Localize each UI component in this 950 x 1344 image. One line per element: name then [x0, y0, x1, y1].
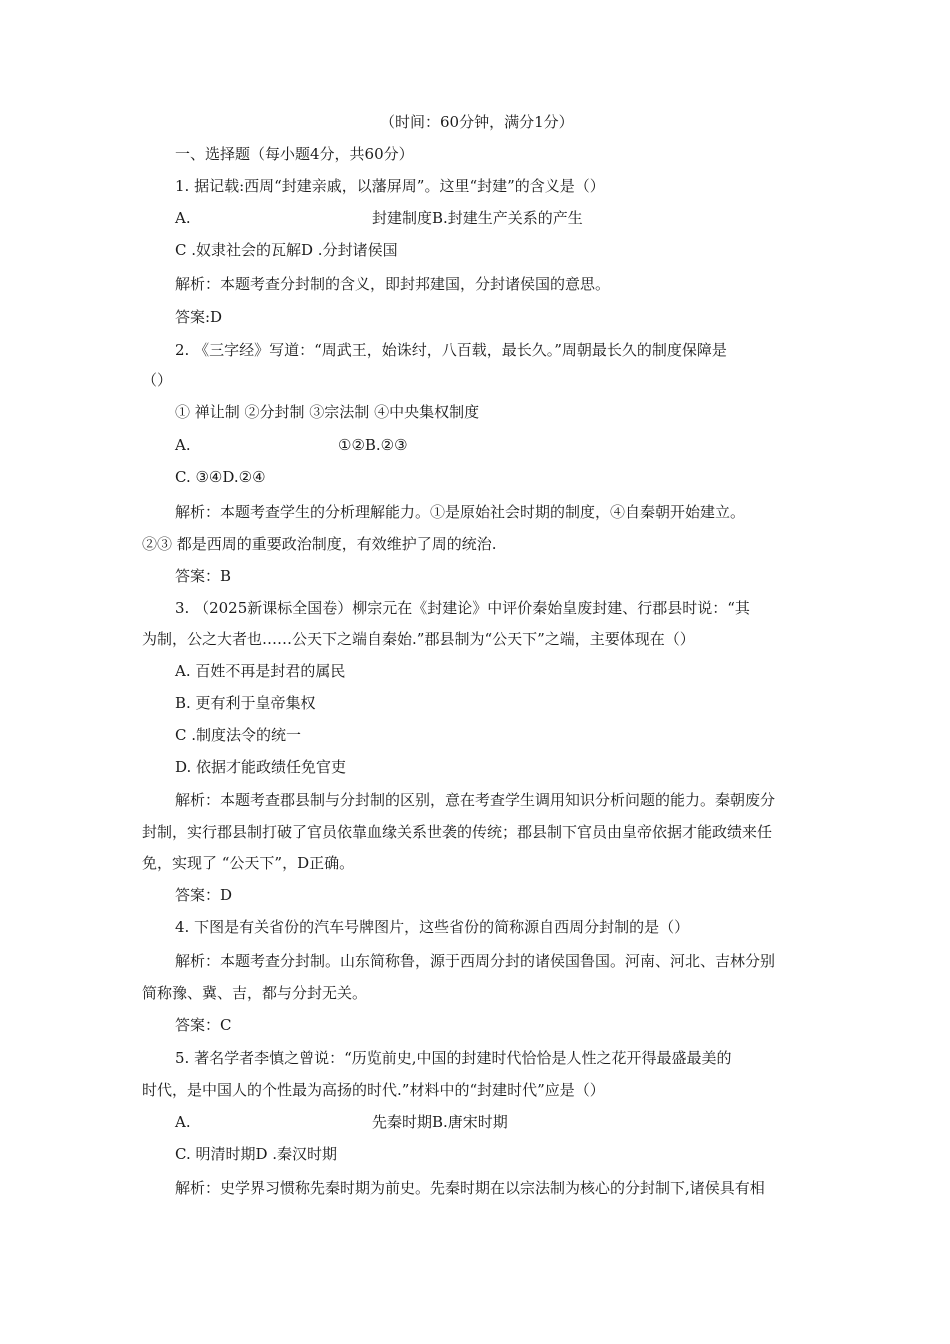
q2-analysis-line2: ②③ 都是西周的重要政治制度，有效维护了周的统治. — [142, 535, 497, 553]
q5-option-ab: 先秦时期B.唐宋时期 — [372, 1113, 508, 1131]
q3-analysis-line3: 免，实现了 “公天下”，D正确。 — [142, 854, 355, 872]
q5-analysis-line1: 解析：史学界习惯称先秦时期为前史。先秦时期在以宗法制为核心的分封制下,诸侯具有相 — [175, 1179, 765, 1197]
q2-answer: 答案：B — [175, 567, 232, 585]
q3-stem-line1: 3. （2025新课标全国卷）柳宗元在《封建论》中评价秦始皇废封建、行郡县时说：“其 — [175, 599, 750, 617]
q4-analysis-line2: 简称豫、冀、吉，都与分封无关。 — [142, 984, 368, 1002]
q2-items: ① 禅让制 ②分封制 ③宗法制 ④中央集权制度 — [175, 403, 480, 421]
q5-stem-line1: 5. 著名学者李慎之曾说：“历览前史,中国的封建时代恰恰是人性之花开得最盛最美的 — [175, 1049, 732, 1067]
q5-stem-line2: 时代，是中国人的个性最为高扬的时代.”材料中的“封建时代”应是（） — [142, 1081, 605, 1099]
q3-answer: 答案：D — [175, 886, 233, 904]
q1-stem: 1. 据记载:西周“封建亲戚，以藩屏周”。这里“封建”的含义是（） — [175, 177, 605, 195]
q1-analysis: 解析：本题考查分封制的含义，即封邦建国，分封诸侯国的意思。 — [175, 275, 611, 293]
q1-option-cd: C .奴隶社会的瓦解D .分封诸侯国 — [175, 241, 398, 259]
q5-option-cd: C. 明清时期D .秦汉时期 — [175, 1145, 338, 1163]
q2-analysis-line1: 解析：本题考查学生的分析理解能力。①是原始社会时期的制度，④自秦朝开始建立。 — [175, 503, 746, 521]
q3-option-c: C .制度法令的统一 — [175, 726, 302, 744]
q3-option-a: A. 百姓不再是封君的属民 — [175, 662, 346, 680]
q3-stem-line2: 为制，公之大者也……公天下之端自秦始.”郡县制为“公天下”之端，主要体现在（） — [142, 630, 695, 648]
q2-stem-line1: 2. 《三字经》写道：“周武王，始诛纣，八百载，最长久。”周朝最长久的制度保障是 — [175, 341, 727, 359]
q4-stem: 4. 下图是有关省份的汽车号牌图片，这些省份的简称源自西周分封制的是（） — [175, 918, 690, 936]
q4-answer: 答案：C — [175, 1016, 232, 1034]
q1-option-a-label: A. — [175, 209, 191, 227]
q2-option-ab: ①②B.②③ — [338, 436, 408, 454]
q3-option-b: B. 更有利于皇帝集权 — [175, 694, 316, 712]
q3-analysis-line1: 解析：本题考查郡县制与分封制的区别，意在考查学生调用知识分析问题的能力。秦朝废分 — [175, 791, 776, 809]
page-header: （时间：60分钟，满分1分） — [380, 113, 574, 131]
q1-answer: 答案:D — [175, 308, 223, 326]
q4-analysis-line1: 解析：本题考查分封制。山东简称鲁，源于西周分封的诸侯国鲁国。河南、河北、吉林分别 — [175, 952, 776, 970]
q3-analysis-line2: 封制，实行郡县制打破了官员依靠血缘关系世袭的传统；郡县制下官员由皇帝依据才能政绩来任 — [142, 823, 773, 841]
q2-option-a-label: A. — [175, 436, 191, 454]
q5-option-a-label: A. — [175, 1113, 191, 1131]
q1-option-ab: 封建制度B.封建生产关系的产生 — [372, 209, 583, 227]
section-title: 一、选择题（每小题4分，共60分） — [175, 145, 414, 163]
q2-stem-line2: （） — [142, 371, 173, 389]
q2-option-cd: C. ③④D.②④ — [175, 468, 266, 486]
q3-option-d: D. 依据才能政绩任免官吏 — [175, 758, 347, 776]
